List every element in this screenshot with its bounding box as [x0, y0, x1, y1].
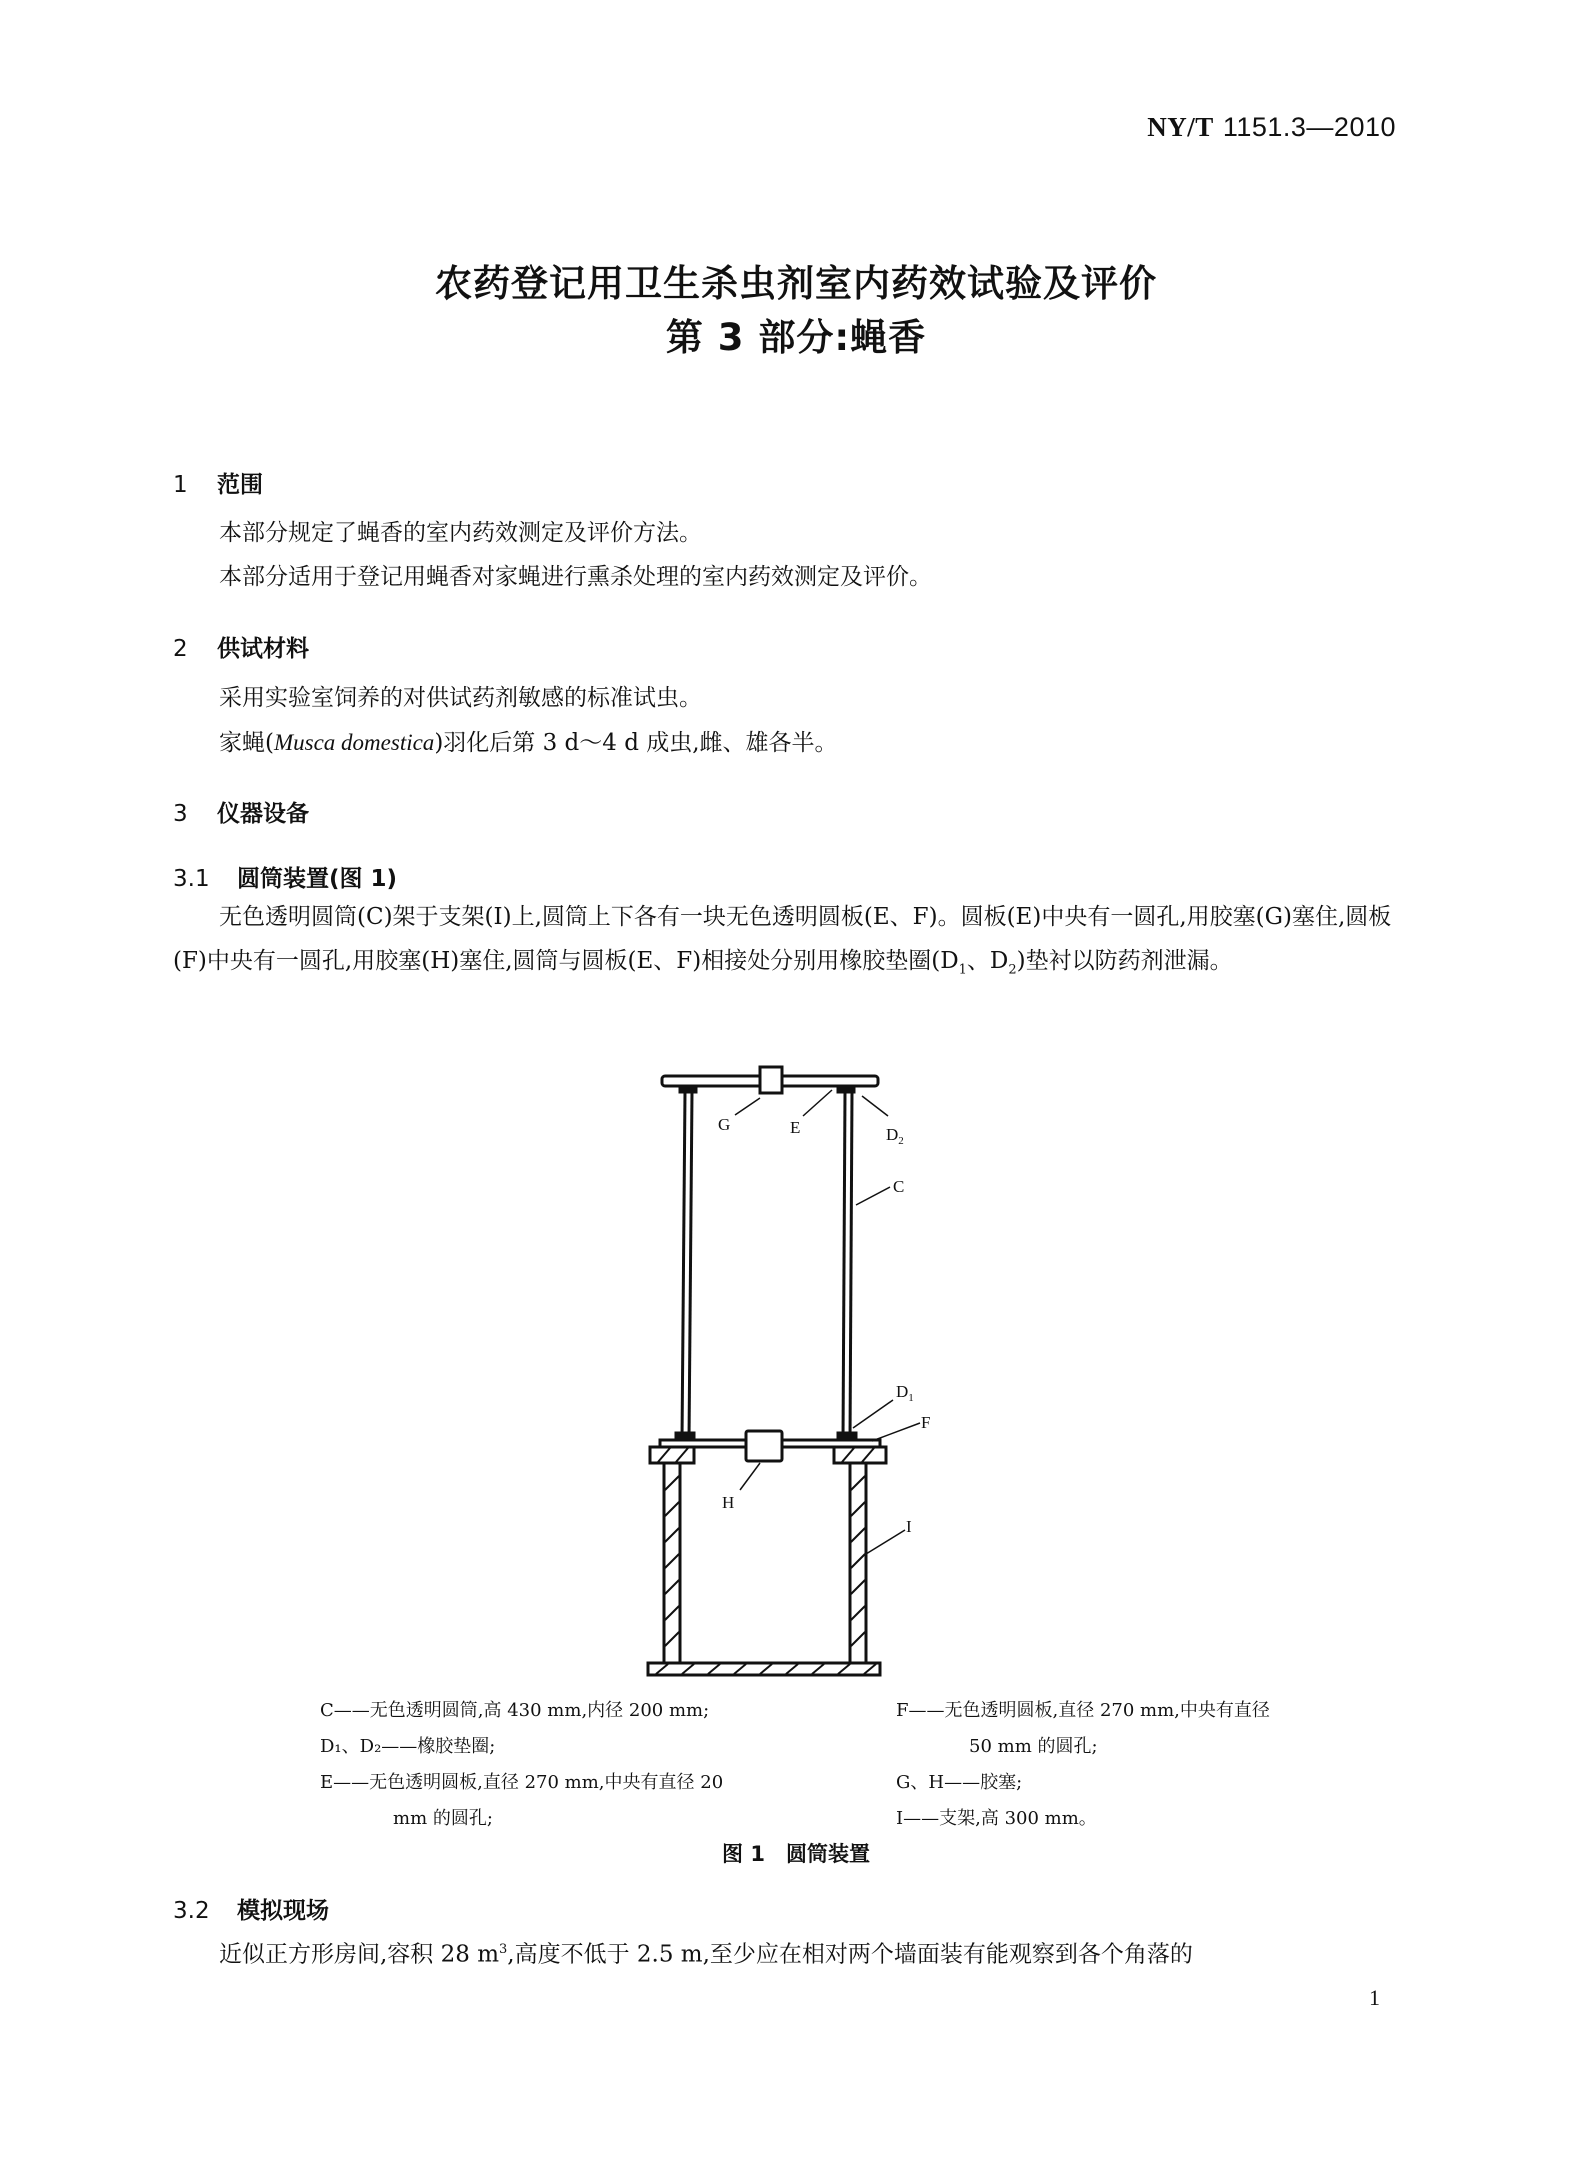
label-G: G [718, 1115, 731, 1134]
subsection-3-2-paragraph: 近似正方形房间,容积 28 $m^3$,高度不低于 2.5 m,至少应在相对两个墙面装有能观察到各个角落的 [219, 1941, 1193, 1968]
label-C: C [893, 1177, 905, 1196]
document-subtitle: 第 3 部分:蝇香 [665, 316, 927, 359]
label-D2: $D_2$ [886, 1125, 904, 1147]
document-title: 农药登记用卫生杀虫剂室内药效试验及评价 [435, 262, 1157, 305]
subsection-3-2-heading: 3.2 模拟现场 [173, 1898, 329, 1924]
section-2-paragraph-1: 采用实验室饲养的对供试药剂敏感的标准试虫。 [219, 685, 702, 711]
section-2-heading: 2 供试材料 [173, 636, 309, 662]
label-F: F [921, 1413, 931, 1432]
page-number: 1 [1369, 1985, 1380, 2010]
legend-item-D: D₁、D₂——橡胶垫圈; [320, 1736, 496, 1757]
legend-item-F: F——无色透明圆板,直径 270 mm,中央有直径 [896, 1700, 1270, 1721]
section-1-heading: 1 范围 [173, 472, 263, 498]
label-E: E [790, 1118, 801, 1137]
subsection-3-1-paragraph: 无色透明圆筒(C)架于支架(I)上,圆筒上下各有一块无色透明圆板(E、F)。圆板(E)中央有一圆孔,用胶塞(G)塞住,圆板(F)中央有一圆孔,用胶塞(H)塞住,圆筒与圆板(E、F)相接处分别用橡胶垫圈($D_1$、$D_2$)垫衬以防药剂泄漏。 [173, 904, 1392, 978]
section-2-paragraph-2: 家蝇(Musca domestica)羽化后第 3 d～4 d 成虫,雌、雄各半。 [219, 730, 838, 756]
label-I: I [906, 1517, 912, 1536]
legend-item-I: I——支架,高 300 mm。 [896, 1808, 1097, 1829]
standard-code [1147, 112, 1396, 143]
label-H: H [722, 1493, 735, 1512]
label-D1: $D_1$ [896, 1382, 914, 1404]
species-name: Musca domestica [273, 730, 435, 755]
standard-prefix: NY/T [1147, 112, 1214, 142]
figure-legend-right [896, 1693, 1270, 1837]
legend-item-C: C——无色透明圆筒,高 430 mm,内径 200 mm; [320, 1700, 710, 1721]
legend-item-E-cont: mm 的圆孔; [393, 1808, 493, 1829]
figure-caption: 图 1 圆筒装置 [722, 1842, 870, 1866]
standard-number: 1151.3—2010 [1222, 112, 1396, 142]
legend-item-E: E——无色透明圆板,直径 270 mm,中央有直径 20 [320, 1772, 724, 1793]
cylinder-apparatus-diagram [600, 1040, 1000, 1680]
section-3-heading: 3 仪器设备 [173, 801, 309, 827]
figure-legend-left [320, 1693, 723, 1837]
subsection-3-1-heading: 3.1 圆筒装置(图 1) [173, 866, 398, 892]
legend-item-GH: G、H——胶塞; [896, 1772, 1023, 1793]
section-1-paragraph-2: 本部分适用于登记用蝇香对家蝇进行熏杀处理的室内药效测定及评价。 [219, 564, 932, 590]
legend-item-F-cont: 50 mm 的圆孔; [969, 1736, 1098, 1757]
section-1-paragraph-1: 本部分规定了蝇香的室内药效测定及评价方法。 [219, 520, 702, 546]
